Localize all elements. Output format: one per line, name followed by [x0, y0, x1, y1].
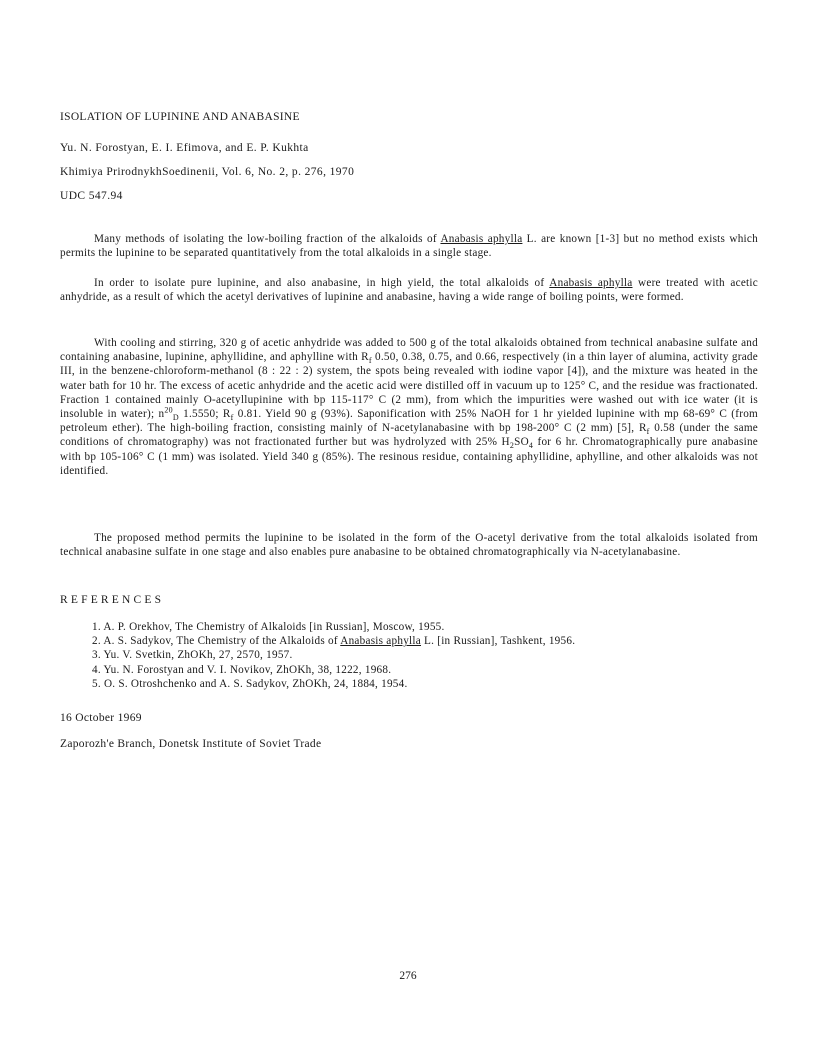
- formula-subscript: 2: [509, 441, 515, 451]
- reference-item: 4. Yu. N. Forostyan and V. I. Novikov, ZhOKh, 38, 1222, 1968.: [92, 663, 392, 676]
- text-run: 0.58 (under the same conditions of chromatography) was not fractionated further but was hydrolyzed with 25% H: [60, 422, 758, 449]
- method-paragraph: [60, 276, 758, 304]
- text-run: 2. A. S. Sadykov, The Chemistry of the Alkaloids of: [92, 635, 341, 648]
- references-heading: REFERENCES: [60, 594, 165, 606]
- species-name: Anabasis aphylla: [340, 635, 421, 648]
- page-number: 276: [399, 970, 417, 982]
- text-run: In order to isolate pure lupinine, and also anabasine, in high yield, the total alkaloids of: [94, 277, 550, 289]
- reference-item: 1. A. P. Orekhov, The Chemistry of Alkaloids [in Russian], Moscow, 1955.: [92, 621, 445, 633]
- received-date: 16 October 1969: [60, 712, 142, 724]
- rf-subscript: f: [230, 413, 234, 423]
- references-list: [92, 620, 575, 691]
- text-run: L. are known [1-3] but no method exists which permits the lupinine to be separated quantitatively from the total alkaloids in a single stage.: [60, 233, 758, 260]
- udc-code: UDC 547.94: [60, 190, 123, 202]
- rf-subscript: f: [646, 427, 650, 437]
- refractive-index-temperature: 20: [164, 405, 173, 415]
- text-run: 1.5550; R: [178, 408, 231, 421]
- journal-citation: Khimiya PrirodnykhSoedinenii, Vol. 6, No. 2, p. 276, 1970: [60, 166, 355, 178]
- formula-subscript: 4: [528, 441, 534, 451]
- reference-item: [92, 634, 575, 648]
- article-authors: Yu. N. Forostyan, E. I. Efimova, and E. P. Kukhta: [60, 142, 309, 154]
- text-run: for 6 hr. Chromatographically pure anabasine with bp 105-106° C (1 mm) was isolated. Yield 340 g (85%). The resinous residue, containing aphyllidine, aphylline, and other alkaloids was not identified.: [60, 436, 758, 477]
- species-name: Anabasis aphylla: [440, 233, 523, 245]
- text-run: SO: [514, 436, 529, 449]
- rf-subscript: f: [368, 356, 372, 366]
- affiliation: Zaporozh'e Branch, Donetsk Institute of Soviet Trade: [60, 738, 322, 750]
- text-run: 0.81. Yield 90 g (93%). Saponification with 25% NaOH for 1 hr yielded lupinine with mp 68-69° C (from petroleum ether). The high-boiling fraction, consisting mainly of N-acetylanabasine with bp 198-200° C (2 mm) [5], R: [60, 408, 758, 435]
- text-run: were treated with acetic anhydride, as a result of which the acetyl derivatives of lupinine and anabasine, having a wide range of boiling points, were formed.: [60, 277, 758, 304]
- conclusion-paragraph: [60, 531, 758, 559]
- conclusion-text: The proposed method permits the lupinine to be isolated in the form of the O-acetyl derivative from the total alkaloids isolated from technical anabasine sulfate in one stage and also enables pure anabasine to be obtained chromatographically via N-acetylanabasine.: [60, 532, 758, 559]
- reference-item: 3. Yu. V. Svetkin, ZhOKh, 27, 2570, 1957.: [92, 649, 293, 662]
- text-run: Many methods of isolating the low-boiling fraction of the alkaloids of: [94, 233, 441, 245]
- intro-paragraph: [60, 232, 758, 260]
- text-run: 0.50, 0.38, 0.75, and 0.66, respectively (in a thin layer of alumina, activity grade III, in the benzene-chloroform-methanol (8 : 22 : 2) system, the spots being revealed with iodine vapor [4]), and the mixture was heated in the water bath for 10 hr. The excess of acetic anhydride and the acetic acid were distilled off in vacuum up to 125° C, and the residue was fractionated. Fraction 1 contained mainly O-acetyllupinine with bp 115-117° C (2 mm), from which the impurities were washed out with ice water (it is insoluble in water); n: [60, 351, 758, 421]
- species-name: Anabasis aphylla: [549, 277, 633, 289]
- text-run: With cooling and stirring, 320 g of acetic anhydride was added to 500 g of the total alkaloids obtained from technical anabasine sulfate and containing anabasine, lupinine, aphyllidine, and aphylline with R: [60, 337, 758, 364]
- experimental-paragraph: [60, 336, 758, 478]
- text-run: L. [in Russian], Tashkent, 1956.: [421, 635, 576, 648]
- article-title: ISOLATION OF LUPININE AND ANABASINE: [60, 111, 300, 123]
- reference-item: 5. O. S. Otroshchenko and A. S. Sadykov, ZhOKh, 24, 1884, 1954.: [92, 677, 408, 690]
- refractive-index-line: D: [172, 413, 179, 423]
